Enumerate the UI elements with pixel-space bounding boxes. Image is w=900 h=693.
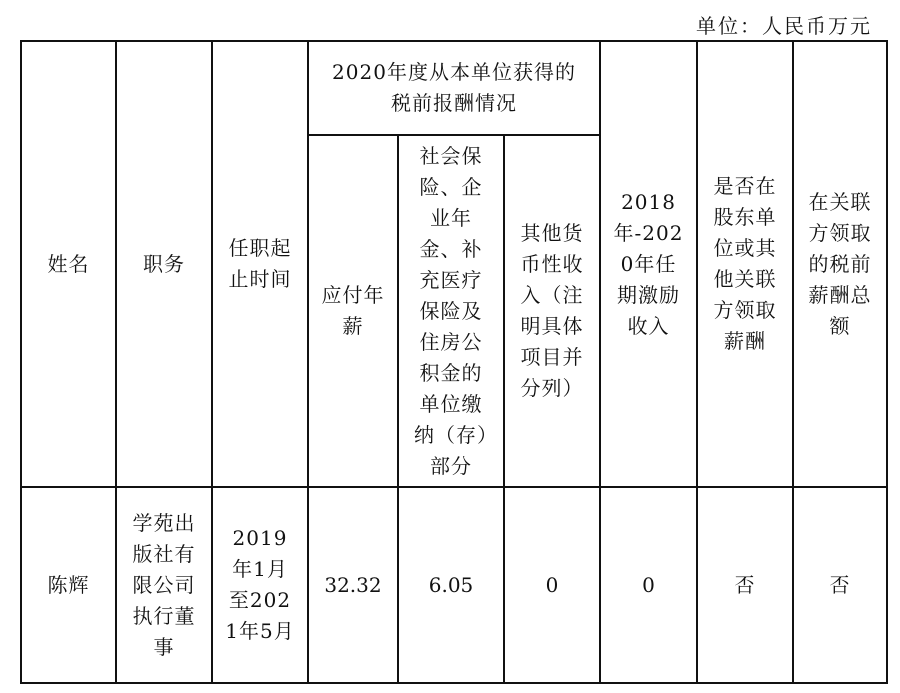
cell-salary: 32.32	[308, 487, 398, 683]
header-salary: 应付年薪	[308, 135, 398, 487]
cell-social-insurance: 6.05	[398, 487, 504, 683]
header-related-total: 在关联方领取的税前薪酬总额	[793, 41, 887, 487]
compensation-table	[20, 40, 888, 684]
header-incentive: 2018年-2020年任期激励收入	[600, 41, 697, 487]
header-other-income: 其他货币性收入（注明具体项目并分列）	[504, 135, 600, 487]
header-group-2020: 2020年度从本单位获得的税前报酬情况	[308, 41, 600, 135]
unit-label: 单位：人民币万元	[696, 14, 872, 38]
header-shareholder-pay: 是否在股东单位或其他关联方领取薪酬	[697, 41, 793, 487]
header-position: 职务	[116, 41, 212, 487]
cell-related-total: 否	[793, 487, 887, 683]
header-name: 姓名	[21, 41, 116, 487]
cell-shareholder-pay: 否	[697, 487, 793, 683]
header-social-insurance: 社会保险、企业年金、补充医疗保险及住房公积金的单位缴纳（存）部分	[398, 135, 504, 487]
cell-name: 陈辉	[21, 487, 116, 683]
cell-other-income: 0	[504, 487, 600, 683]
cell-term: 2019年1月至2021年5月	[212, 487, 308, 683]
cell-incentive: 0	[600, 487, 697, 683]
header-term: 任职起止时间	[212, 41, 308, 487]
cell-position: 学苑出版社有限公司执行董事	[116, 487, 212, 683]
table-row	[21, 487, 887, 683]
